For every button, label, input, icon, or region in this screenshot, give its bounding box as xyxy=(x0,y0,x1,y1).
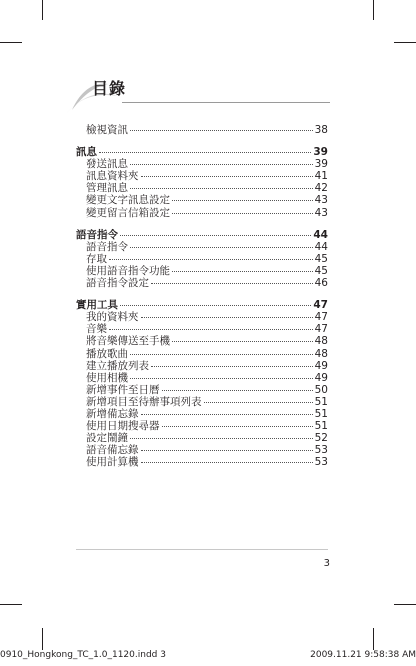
dot-leader xyxy=(141,176,313,177)
dot-leader xyxy=(130,378,313,379)
toc-entry-page: 42 xyxy=(314,182,328,195)
toc-entry[interactable] xyxy=(76,207,328,219)
dot-leader xyxy=(141,462,313,463)
crop-mark xyxy=(0,42,22,43)
toc-entry[interactable] xyxy=(76,124,328,136)
toc-entry-page: 49 xyxy=(314,359,328,372)
toc-entry-page: 53 xyxy=(314,444,328,457)
slug-filename: 0910_Hongkong_TC_1.0_1120.indd 3 xyxy=(0,650,166,660)
dot-leader xyxy=(151,283,313,284)
toc-entry[interactable] xyxy=(76,158,328,170)
dot-leader xyxy=(120,305,311,306)
crop-mark xyxy=(42,628,43,650)
toc-entry-page: 46 xyxy=(314,277,328,290)
dot-leader xyxy=(204,402,313,403)
toc-entry-page: 51 xyxy=(314,420,328,433)
toc-entry-label: 存取 xyxy=(86,252,107,265)
toc-entry-page: 45 xyxy=(314,252,328,265)
toc-entry[interactable] xyxy=(76,277,328,289)
toc-entry[interactable] xyxy=(76,420,328,432)
dot-leader xyxy=(130,354,313,355)
toc-heading-page: 39 xyxy=(313,146,328,159)
toc-entry-page: 44 xyxy=(314,240,328,253)
toc-entry-page: 49 xyxy=(314,371,328,384)
toc-entry[interactable] xyxy=(76,384,328,396)
toc-entry[interactable] xyxy=(76,323,328,335)
toc-entry-page: 47 xyxy=(314,311,328,324)
toc-entry-label: 新增事件至日曆 xyxy=(86,383,160,396)
dot-leader xyxy=(172,341,313,342)
crop-mark xyxy=(42,0,43,20)
toc-entry-page: 38 xyxy=(314,124,328,136)
toc-entry[interactable] xyxy=(76,408,328,420)
toc-entry-label: 語音備忘錄 xyxy=(86,444,139,457)
toc-entry-label: 語音指令 xyxy=(86,240,128,253)
toc-entry-page: 48 xyxy=(314,347,328,360)
toc-entry-page: 48 xyxy=(314,335,328,348)
toc-entry-label: 變更留言信箱設定 xyxy=(86,206,170,219)
toc-heading-page: 47 xyxy=(313,299,328,312)
dot-leader xyxy=(130,438,313,439)
toc-entry[interactable] xyxy=(76,253,328,265)
title-rule xyxy=(122,102,330,103)
toc-entry-label: 使用日期搜尋器 xyxy=(86,420,160,433)
toc-entry-label: 使用計算機 xyxy=(86,456,139,469)
dot-leader xyxy=(172,271,313,272)
toc-entry-label: 訊息資料夾 xyxy=(86,170,139,183)
toc-entry[interactable] xyxy=(76,444,328,456)
toc-entry-page: 39 xyxy=(314,158,328,171)
toc-entry-label: 我的資料夾 xyxy=(86,311,139,324)
crop-mark xyxy=(373,628,374,650)
toc-section-heading[interactable] xyxy=(76,299,328,311)
toc-entry-page: 51 xyxy=(314,395,328,408)
crop-mark xyxy=(373,0,374,20)
toc-entry-page: 51 xyxy=(314,407,328,420)
dot-leader xyxy=(141,317,313,318)
slug-timestamp: 2009.11.21 9:58:38 AM xyxy=(310,650,416,660)
dot-leader xyxy=(141,450,313,451)
toc-entry-label: 使用語音指令功能 xyxy=(86,264,170,277)
toc-header xyxy=(62,70,330,130)
toc-entry[interactable] xyxy=(76,360,328,372)
toc-entry[interactable] xyxy=(76,311,328,323)
dot-leader xyxy=(130,130,313,131)
toc-entry[interactable] xyxy=(76,265,328,277)
dot-leader xyxy=(151,366,313,367)
dot-leader xyxy=(172,213,313,214)
toc-heading-label: 訊息 xyxy=(76,146,97,159)
toc-entry-label: 使用相機 xyxy=(86,371,128,384)
table-of-contents xyxy=(76,124,328,468)
crop-mark xyxy=(394,42,416,43)
toc-entry-label: 設定鬧鐘 xyxy=(86,432,128,445)
dot-leader xyxy=(162,426,313,427)
dot-leader xyxy=(120,235,311,236)
toc-entry-page: 53 xyxy=(314,456,328,469)
toc-entry-label: 音樂 xyxy=(86,323,107,336)
toc-entry-page: 43 xyxy=(314,194,328,207)
dot-leader xyxy=(109,259,313,260)
toc-section-heading[interactable] xyxy=(76,146,328,158)
toc-entry-label: 新增備忘錄 xyxy=(86,407,139,420)
toc-entry[interactable] xyxy=(76,335,328,347)
dot-leader xyxy=(130,247,313,248)
toc-entry[interactable] xyxy=(76,348,328,360)
dot-leader xyxy=(109,329,313,330)
toc-entry[interactable] xyxy=(76,372,328,384)
toc-entry-page: 52 xyxy=(314,432,328,445)
toc-entry[interactable] xyxy=(76,396,328,408)
dot-leader xyxy=(141,414,313,415)
toc-heading-label: 實用工具 xyxy=(76,299,118,312)
toc-entry[interactable] xyxy=(76,241,328,253)
dot-leader xyxy=(99,152,311,153)
toc-entry-page: 50 xyxy=(314,383,328,396)
toc-entry[interactable] xyxy=(76,182,328,194)
toc-section-heading[interactable] xyxy=(76,229,328,241)
toc-entry[interactable] xyxy=(76,432,328,444)
crop-mark xyxy=(394,604,416,605)
toc-entry-page: 41 xyxy=(314,170,328,183)
toc-entry[interactable] xyxy=(76,456,328,468)
toc-heading-page: 44 xyxy=(313,228,328,241)
toc-entry-label: 播放歌曲 xyxy=(86,347,128,360)
dot-leader xyxy=(172,200,313,201)
toc-entry-label: 語音指令設定 xyxy=(86,277,149,290)
dot-leader xyxy=(130,188,313,189)
toc-entry-label: 建立播放列表 xyxy=(86,359,149,372)
toc-entry-label: 將音樂傳送至手機 xyxy=(86,335,170,348)
page-number: 3 xyxy=(323,558,330,569)
toc-entry-page: 47 xyxy=(314,323,328,336)
dot-leader xyxy=(162,390,313,391)
toc-entry-label: 檢視資訊 xyxy=(86,124,128,136)
toc-entry-page: 45 xyxy=(314,264,328,277)
toc-entry-label: 管理訊息 xyxy=(86,182,128,195)
dot-leader xyxy=(130,164,313,165)
toc-entry-page: 43 xyxy=(314,206,328,219)
toc-entry[interactable] xyxy=(76,194,328,206)
toc-entry-label: 新增項目至待辦事項列表 xyxy=(86,395,202,408)
footer-rule xyxy=(76,549,328,550)
toc-entry-label: 發送訊息 xyxy=(86,158,128,171)
toc-entry-label: 變更文字訊息設定 xyxy=(86,194,170,207)
crop-mark xyxy=(0,604,22,605)
page-title: 目錄 xyxy=(92,79,127,98)
toc-entry[interactable] xyxy=(76,170,328,182)
toc-heading-label: 語音指令 xyxy=(76,228,118,241)
